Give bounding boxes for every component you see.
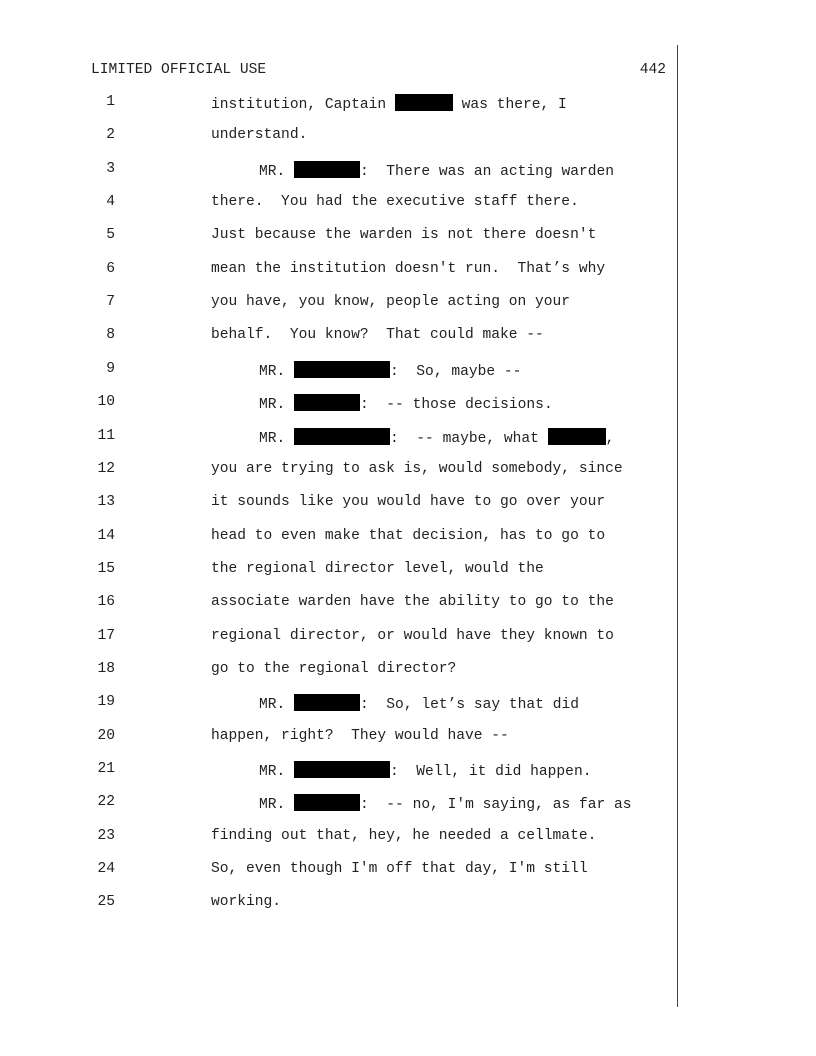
line-number: 19 — [97, 694, 115, 711]
line-text-segment: : So, maybe -- — [390, 363, 522, 380]
line-text — [259, 161, 614, 180]
line-text — [211, 894, 281, 910]
line-text-segment: head to even make that decision, has to go to — [211, 527, 606, 544]
line-text — [211, 728, 509, 744]
line-text — [259, 694, 579, 713]
line-text — [211, 494, 605, 510]
line-number: 9 — [106, 360, 115, 377]
redaction-box — [294, 161, 360, 178]
transcript-line — [0, 528, 816, 548]
line-number: 25 — [97, 894, 115, 911]
line-text-segment: the regional director level, would the — [211, 560, 544, 577]
line-text — [211, 661, 456, 677]
line-text-segment: finding out that, hey, he needed a cellmate. — [211, 827, 597, 844]
transcript-line — [0, 761, 816, 781]
redaction-box — [548, 428, 606, 445]
line-text-segment: regional director, or would have they known to — [211, 627, 614, 644]
line-number: 22 — [97, 794, 115, 811]
line-number: 13 — [97, 494, 115, 511]
line-text-segment: : -- no, I'm saying, as far as — [360, 797, 632, 814]
redaction-box — [395, 94, 453, 111]
line-text — [211, 828, 596, 844]
line-text-segment: : -- those decisions. — [360, 397, 553, 414]
line-number: 23 — [97, 827, 115, 844]
page-number: 442 — [639, 62, 666, 78]
line-text-segment: : So, let’s say that did — [360, 697, 579, 714]
line-text-segment: there. You had the executive staff there. — [211, 194, 579, 211]
transcript-line — [0, 828, 816, 848]
line-text-segment: behalf. You know? That could make -- — [211, 327, 544, 344]
line-text-segment: happen, right? They would have -- — [211, 727, 509, 744]
line-text-segment: MR. — [259, 397, 295, 414]
line-text-segment: working. — [211, 894, 282, 911]
line-number: 14 — [97, 527, 115, 544]
line-text — [211, 461, 623, 477]
line-text-segment: : There was an acting warden — [360, 163, 615, 180]
transcript-line — [0, 94, 816, 114]
line-number: 3 — [106, 160, 115, 177]
transcript-line — [0, 194, 816, 214]
transcript-line — [0, 227, 816, 247]
line-text-segment: associate warden have the ability to go to the — [211, 594, 614, 611]
line-text — [211, 94, 567, 113]
line-number: 15 — [97, 560, 115, 577]
line-text-segment: MR. — [259, 797, 295, 814]
transcript-line — [0, 361, 816, 381]
redaction-box — [294, 761, 390, 778]
transcript-line — [0, 494, 816, 514]
transcript-line — [0, 428, 816, 448]
transcript-line — [0, 294, 816, 314]
transcript-line — [0, 894, 816, 914]
line-text-segment: MR. — [259, 363, 295, 380]
line-text-segment: institution, Captain — [211, 97, 395, 113]
line-text — [211, 227, 596, 243]
line-text-segment: it sounds like you would have to go over your — [211, 494, 606, 511]
line-number: 16 — [97, 594, 115, 611]
line-text — [211, 194, 579, 210]
line-number: 18 — [97, 660, 115, 677]
transcript-line — [0, 127, 816, 147]
line-text — [211, 261, 605, 277]
line-text — [211, 294, 570, 310]
line-text — [211, 628, 614, 644]
line-text-segment: : -- maybe, what — [390, 430, 548, 447]
transcript-line — [0, 728, 816, 748]
line-text-segment: understand. — [211, 127, 308, 144]
line-text — [259, 361, 521, 380]
redaction-box — [294, 428, 390, 445]
line-text — [211, 528, 605, 544]
line-number: 4 — [106, 194, 115, 211]
line-number: 10 — [97, 394, 115, 411]
redaction-box — [294, 794, 360, 811]
line-text — [211, 127, 307, 143]
redaction-box — [294, 361, 390, 378]
line-number: 2 — [106, 127, 115, 144]
transcript-line — [0, 694, 816, 714]
line-text-segment: So, even though I'm off that day, I'm still — [211, 861, 588, 878]
line-text-segment: mean the institution doesn't run. That’s why — [211, 260, 606, 277]
transcript-line — [0, 561, 816, 581]
line-number: 17 — [97, 627, 115, 644]
line-text — [211, 327, 544, 343]
line-text-segment: go to the regional director? — [211, 660, 457, 677]
line-text-segment: you are trying to ask is, would somebody, since — [211, 460, 623, 477]
line-text-segment: : Well, it did happen. — [390, 764, 592, 780]
line-text — [259, 794, 632, 813]
transcript-line — [0, 628, 816, 648]
line-number: 24 — [97, 861, 115, 878]
line-number: 5 — [106, 227, 115, 244]
transcript-line — [0, 661, 816, 681]
transcript-line — [0, 794, 816, 814]
line-number: 6 — [106, 260, 115, 277]
line-number: 12 — [97, 460, 115, 477]
line-text — [211, 561, 544, 577]
line-text — [211, 594, 614, 610]
line-number: 21 — [97, 761, 115, 777]
line-number: 7 — [106, 294, 115, 311]
line-number: 11 — [97, 427, 115, 444]
classification-header: LIMITED OFFICIAL USE — [91, 62, 267, 78]
line-text-segment: you have, you know, people acting on your — [211, 294, 571, 311]
line-text — [259, 428, 614, 447]
line-text-segment: MR. — [259, 697, 295, 714]
line-text-segment: , — [605, 430, 615, 447]
transcript-line — [0, 394, 816, 414]
line-text-segment: Just because the warden is not there doesn't — [211, 227, 597, 244]
line-text — [259, 394, 553, 413]
line-text-segment: MR. — [259, 430, 295, 447]
line-text-segment: MR. — [259, 764, 295, 780]
line-text-segment: MR. — [259, 163, 295, 180]
line-text — [259, 761, 591, 780]
transcript-line — [0, 861, 816, 881]
line-number: 20 — [97, 727, 115, 744]
transcript-line — [0, 461, 816, 481]
transcript-line — [0, 261, 816, 281]
transcript-line — [0, 594, 816, 614]
line-text — [211, 861, 588, 877]
transcript-line — [0, 327, 816, 347]
line-text-segment: was there, I — [452, 97, 567, 113]
line-number: 1 — [106, 94, 115, 110]
line-number: 8 — [106, 327, 115, 344]
redaction-box — [294, 394, 360, 411]
transcript-line — [0, 161, 816, 181]
redaction-box — [294, 694, 360, 711]
